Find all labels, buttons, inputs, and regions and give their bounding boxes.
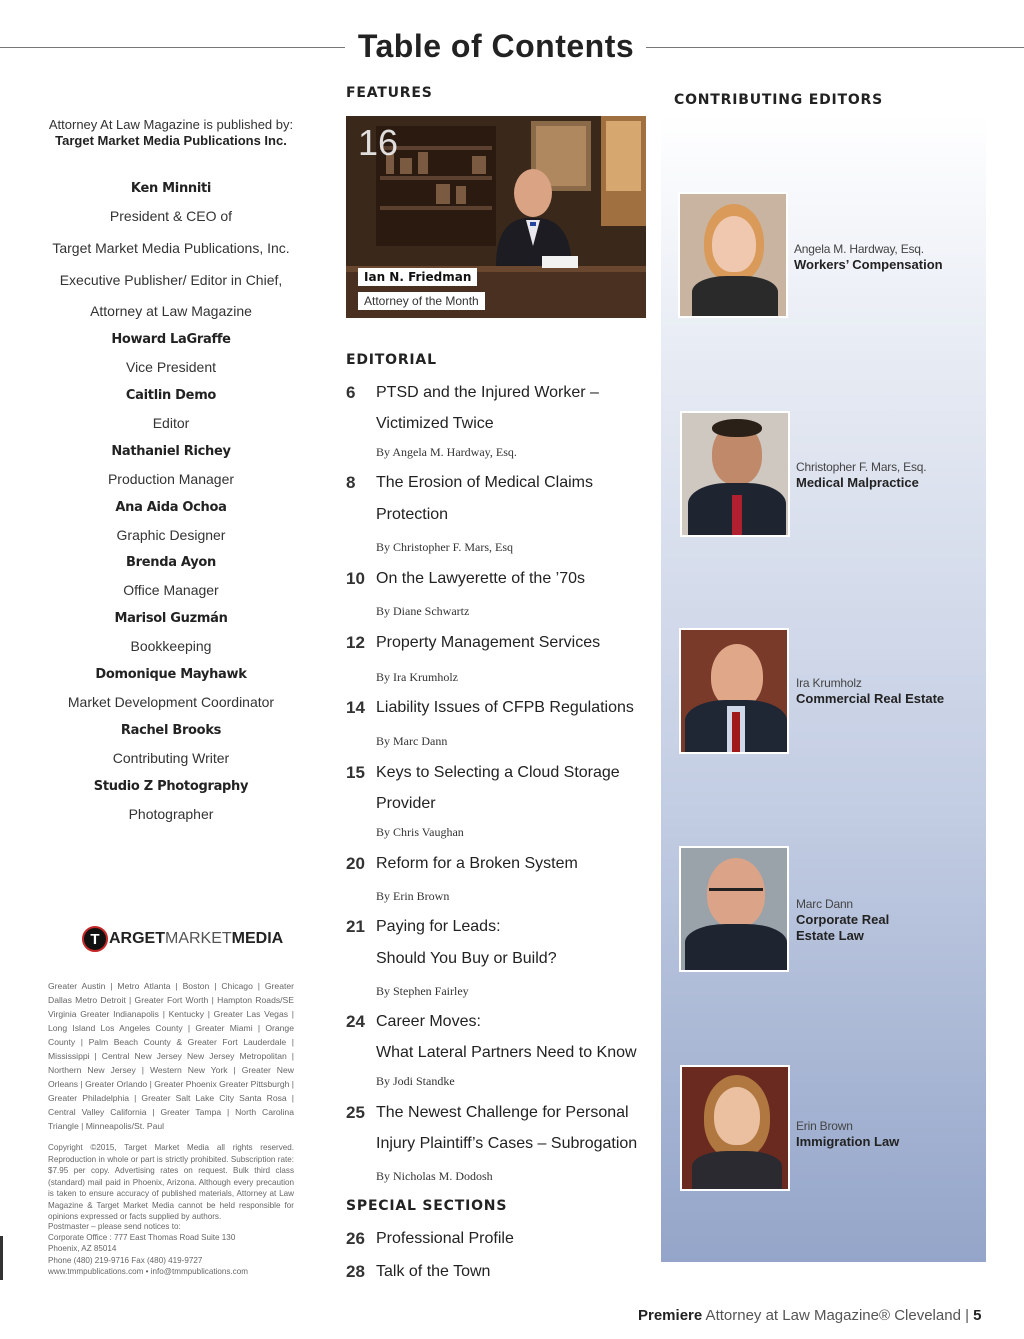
staff-role: Production Manager (107, 470, 235, 487)
special-sections-heading: SPECIAL SECTIONS (346, 1198, 508, 1214)
article-byline: By Diane Schwartz (376, 604, 470, 618)
contact-web: www.tmmpublications.com • info@tmmpublications.com (48, 1267, 248, 1276)
feature-name: Ian N. Friedman (364, 270, 472, 284)
article-title[interactable]: Should You Buy or Build? (376, 950, 557, 967)
contributing-editors-heading: CONTRIBUTING EDITORS (674, 92, 884, 108)
staff-role: Office Manager (123, 582, 219, 599)
special-title[interactable]: Talk of the Town (376, 1263, 491, 1280)
editor-specialty: Corporate Real Estate Law (796, 912, 890, 943)
staff-role: Market Development Coordinator (67, 693, 275, 710)
feature-name-label (358, 268, 477, 286)
article-title[interactable]: Reform for a Broken System (376, 855, 578, 872)
editor-specialty: Immigration Law (796, 1134, 900, 1149)
feature-caption: Attorney of the Month (364, 294, 479, 308)
editor-name: Christopher F. Mars, Esq. (796, 460, 927, 474)
article-byline: By Marc Dann (376, 734, 448, 748)
page-edge-mark (0, 1236, 3, 1280)
article-title[interactable]: On the Lawyerette of the ’70s (376, 570, 586, 587)
office-city: Phoenix, AZ 85014 (48, 1244, 117, 1253)
special-page-number: 26 (346, 1229, 365, 1248)
article-title[interactable]: Liability Issues of CFPB Regulations (376, 699, 634, 716)
article-title[interactable]: Career Moves: (376, 1013, 481, 1030)
editor-photo[interactable] (679, 628, 789, 754)
editor-name: Marc Dann (796, 897, 853, 911)
article-page-number: 20 (346, 854, 365, 873)
editorial-heading: EDITORIAL (346, 352, 437, 368)
staff-role: Photographer (128, 805, 214, 822)
article-page-number: 12 (346, 633, 365, 652)
staff-name: Nathaniel Richey (111, 443, 231, 459)
article-page-number: 21 (346, 917, 365, 936)
staff-name: Ken Minniti (130, 181, 212, 196)
page-footer (638, 1307, 982, 1324)
copyright-notice: Copyright ©2015, Target Market Media all rights reserved. Reproduction in whole or part is strictly prohibited. Subscription rate: $7.95 per copy. Advertising rates on request. Bulk third class (standard) mail paid in Phoenix, Arizona. Although every precaution is taken to ensure accuracy of published materials, Attorney at Law Magazine & Target Market Media cannot be held responsible for opinions expressed or facts supplied by authors. (48, 1143, 294, 1221)
staff-name: Brenda Ayon (126, 555, 216, 571)
staff-list (40, 177, 302, 830)
editor-name: Angela M. Hardway, Esq. (794, 242, 924, 256)
staff-role: President & CEO of (109, 208, 233, 224)
editor-photo[interactable] (679, 846, 789, 972)
article-title[interactable]: Keys to Selecting a Cloud Storage (376, 764, 620, 781)
staff-name: Ana Aida Ochoa (115, 499, 227, 515)
article-byline: By Chris Vaughan (376, 825, 464, 839)
staff-name: Howard LaGraffe (111, 332, 231, 348)
features-heading: FEATURES (346, 85, 433, 101)
staff-name: Marisol Guzmán (114, 611, 228, 627)
staff-role: Graphic Designer (116, 526, 226, 543)
staff-role: Vice President (125, 359, 216, 376)
article-title[interactable]: Paying for Leads: (376, 918, 501, 935)
staff-name: Caitlin Demo (125, 387, 217, 403)
staff-name: Studio Z Photography (93, 778, 249, 794)
postmaster-line: Postmaster – please send notices to: (48, 1222, 181, 1231)
editor-name: Erin Brown (796, 1119, 853, 1133)
article-byline: By Ira Krumholz (376, 670, 458, 684)
publisher-name: Target Market Media Publications Inc. (55, 133, 287, 148)
article-byline: By Christopher F. Mars, Esq (376, 540, 514, 554)
staff-role: Target Market Media Publications, Inc. (52, 239, 290, 256)
markets-list: Greater Austin | Metro Atlanta | Boston | Chicago | Greater Dallas Metro Detroit | Greater Fort Worth | Hampton Roads/SE Virginia Greater Indianapolis | Kentucky | Greater Las Vegas | Long Island Los Angeles County | Greater Miami | Orange County | Palm Beach County & Greater Fort Lauderdale | Mississippi | Central New Jersey New Jersey Metropolitan | Northern New Jersey | Western New York | Greater New Orleans | Greater Orlando | Greater Phoenix Greater Pittsburgh | Greater Philadelphia | Greater Salt Lake City Santa Rosa | Central Valley California | Greater Tampa | North Carolina Triangle | Minneapolis/St. Paul (48, 981, 295, 1131)
article-title[interactable]: Property Management Services (376, 634, 601, 651)
article-byline: By Erin Brown (376, 889, 450, 903)
article-title[interactable]: Provider (376, 795, 436, 812)
article-title[interactable]: Protection (376, 506, 449, 523)
editor-name: Ira Krumholz (796, 676, 862, 690)
article-title[interactable]: The Erosion of Medical Claims (376, 474, 593, 491)
article-title[interactable]: Victimized Twice (376, 415, 494, 432)
feature-page-number: 16 (358, 122, 399, 163)
article-page-number: 14 (346, 698, 365, 717)
editor-specialty: Commercial Real Estate (796, 691, 945, 706)
staff-name: Domonique Mayhawk (95, 666, 247, 682)
logo-text-media: MEDIA (231, 930, 284, 947)
contact-phone: Phone (480) 219-9716 Fax (480) 419-9727 (48, 1256, 203, 1265)
article-byline: By Angela M. Hardway, Esq. (376, 445, 517, 459)
feature-caption-label (358, 292, 485, 310)
article-title[interactable]: What Lateral Partners Need to Know (376, 1044, 637, 1061)
publisher-intro: Attorney At Law Magazine is published by: (48, 117, 294, 132)
editor-photo[interactable] (678, 192, 788, 318)
footer-magazine: Attorney at Law Magazine® Cleveland | (702, 1307, 974, 1324)
article-title[interactable]: PTSD and the Injured Worker – (376, 384, 599, 401)
article-byline: By Jodi Standke (376, 1074, 455, 1088)
editor-photo[interactable] (680, 1065, 790, 1191)
article-title[interactable]: Injury Plaintiff’s Cases – Subrogation (376, 1135, 638, 1152)
article-page-number: 6 (346, 383, 356, 402)
footer-brand: Premiere (638, 1307, 703, 1324)
header-rule-right (646, 47, 1024, 48)
special-page-number: 28 (346, 1262, 365, 1281)
editor-specialty: Medical Malpractice (796, 475, 919, 490)
editor-specialty: Workers’ Compensation (794, 257, 943, 272)
page-title: Table of Contents (357, 28, 635, 64)
header-rule-left (0, 47, 345, 48)
target-market-media-logo (82, 925, 283, 953)
office-address: Corporate Office : 777 East Thomas Road Suite 130 (48, 1233, 236, 1242)
staff-name: Rachel Brooks (120, 722, 222, 738)
logo-text-market: MARKET (165, 930, 232, 947)
article-page-number: 15 (346, 763, 365, 782)
logo-text-target: ARGET (109, 930, 165, 947)
editor-photo[interactable] (680, 411, 790, 537)
footer-page-number: 5 (973, 1307, 982, 1324)
logo-mark-icon: T (82, 926, 108, 952)
staff-role: Executive Publisher/ Editor in Chief, (59, 271, 283, 288)
article-title[interactable]: The Newest Challenge for Personal (376, 1104, 629, 1121)
article-page-number: 8 (346, 473, 356, 492)
staff-role: Contributing Writer (112, 749, 230, 766)
staff-role: Attorney at Law Magazine (90, 303, 252, 320)
staff-role: Bookkeeping (130, 638, 212, 655)
article-page-number: 25 (346, 1103, 365, 1122)
article-byline: By Nicholas M. Dodosh (376, 1169, 493, 1183)
staff-role: Editor (152, 414, 190, 431)
article-byline: By Stephen Fairley (376, 984, 469, 998)
article-page-number: 10 (346, 569, 365, 588)
special-title[interactable]: Professional Profile (376, 1230, 514, 1247)
feature-photo[interactable] (346, 116, 646, 318)
article-page-number: 24 (346, 1012, 365, 1031)
